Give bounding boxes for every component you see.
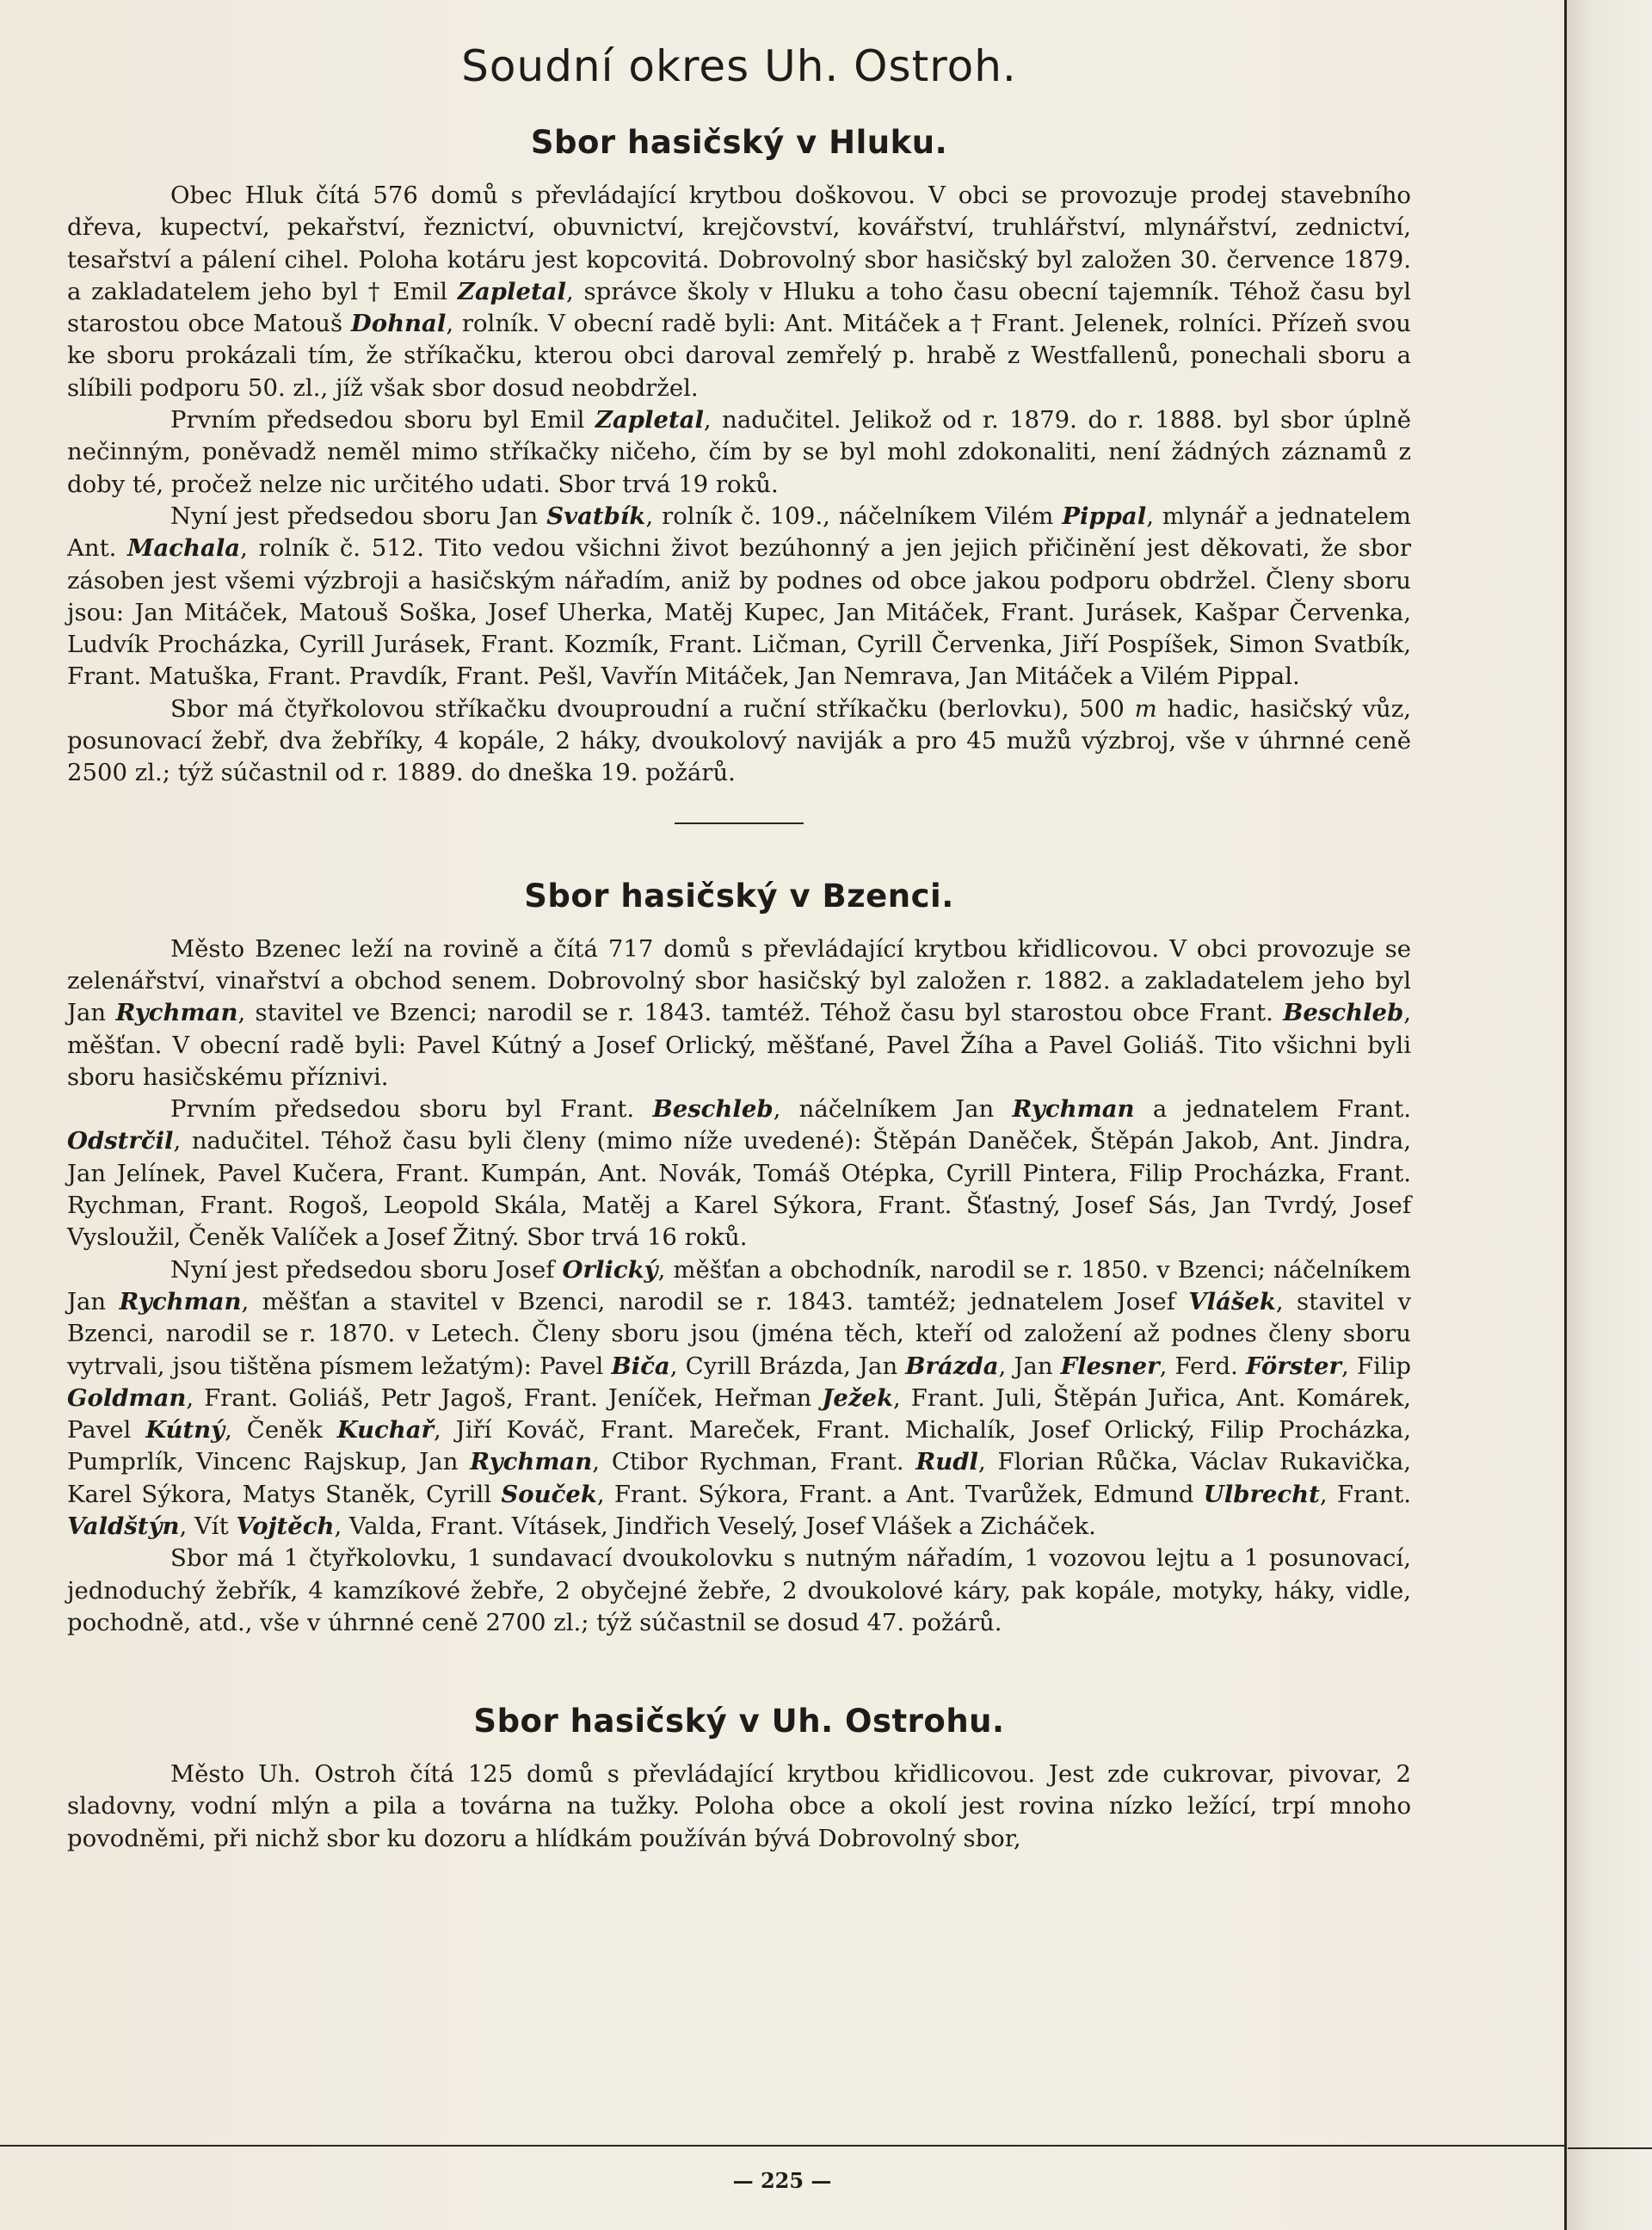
section-divider	[675, 822, 804, 824]
paragraph: Město Bzenec leží na rovině a čítá 717 domů s převládající krytbou křidlicovou. V obci provozuje se zelenářství, vinařství a obchod senem. Dobrovolný sbor hasičský byl založen r. 1882. a zakladatelem jeho byl Jan Rychman, stavitel ve Bzenci; narodil se r. 1843. tamtéž. Téhož času byl starostou obce Frant. Beschleb, měšťan. V obecní radě byli: Pavel Kútný a Josef Orlický, měšťané, Pavel Žíha a Pavel Goliáš. Tito všichni byli sboru hasičskému příznivi.	[67, 934, 1411, 1091]
page-number: — 225 —	[732, 2168, 832, 2193]
paragraph: Sbor má 1 čtyřkolovku, 1 sundavací dvoukolovku s nutným nářadím, 1 vozovou lejtu a 1 posunovací, jednoduchý žebřík, 4 kamzíkové žebře, 2 obyčejné žebře, 2 dvoukolové káry, pak kopále, motyky, háky, vidle, pochodně, atd., vše v úhrnné ceně 2700 zl.; týž súčastnil se dosud 47. požárů.	[67, 1544, 1411, 1636]
paragraph: Prvním předsedou sboru byl Emil Zapletal, nadučitel. Jelikož od r. 1879. do r. 1888. byl sbor úplně nečinným, poněvadž neměl mimo stříkačky ničeho, čím by se byl mohl zdokonaliti, není žádných záznamů z doby té, pročež nelze nic určitého udati. Sbor trvá 19 roků.	[67, 406, 1411, 498]
paragraph: Obec Hluk čítá 576 domů s převládající krytbou doškovou. V obci se provozuje prodej stavebního dřeva, kupectví, pekařství, řeznictví, obuvnictví, krejčovství, kovářství, truhlářství, mlynářství, zednictví, tesařství a pálení cihel. Poloha kotáru jest kopcovitá. Dobrovolný sbor hasičský byl založen 30. července 1879. a zakladatelem jeho byl † Emil Zapletal, správce školy v Hluku a toho času obecní tajemník. Téhož času byl starostou obce Matouš Dohnal, rolník. V obecní radě byli: Ant. Mitáček a † Frant. Jelenek, rolníci. Přízeň svou ke sboru prokázali tím, že stříkačku, kterou obci daroval zemřelý p. hrabě z Westfallenů, ponechali sboru a slíbili podporu 50. zl., jíž však sbor dosud neobdržel.	[67, 182, 1411, 402]
section-gap	[67, 1639, 1411, 1703]
paragraph: Sbor má čtyřkolovou stříkačku dvouproudní a ruční stříkačku (berlovku), 500 m hadic, hasičský vůz, posunovací žebř, dva žebříky, 4 kopále, 2 háky, dvoukolový naviják a pro 45 mužů výzbroj, vše v úhrnné ceně 2500 zl.; týž súčastnil od r. 1889. do dneška 19. požárů.	[67, 694, 1412, 787]
footer-rule	[0, 2145, 1564, 2147]
page-edge	[1567, 0, 1652, 2230]
page-title: Soudní okres Uh. Ostroh.	[461, 41, 1017, 91]
section-heading-hluk: Sbor hasičský v Hluku.	[530, 124, 948, 161]
footer-rule-edge	[1568, 2147, 1652, 2149]
binding-line	[1564, 0, 1567, 2230]
paragraph: Nyní jest předsedou sboru Josef Orlický, měšťan a obchodník, narodil se r. 1850. v Bzenci; náčelníkem Jan Rychman, měšťan a stavitel v Bzenci, narodil se r. 1843. tamtéž; jednatelem Josef Vlášek, stavitel v Bzenci, narodil se r. 1870. v Letech. Členy sboru jsou (jména těch, kteří od založení až podnes členy sboru vytrvali, jsou tištěna písmem ležatým): Pavel Biča, Cyrill Brázda, Jan Brázda, Jan Flesner, Ferd. Förster, Filip Goldman, Frant. Goliáš, Petr Jagoš, Frant. Jeníček, Heřman Ježek, Frant. Juli, Štěpán Juřica, Ant. Komárek, Pavel Kútný, Čeněk Kuchař, Jiří Kováč, Frant. Mareček, Frant. Michalík, Josef Orlický, Filip Procházka, Pumprlík, Vincenc Rajskup, Jan Rychman, Ctibor Rychman, Frant. Rudl, Florian Růčka, Václav Rukavička, Karel Sýkora, Matys Staněk, Cyrill Souček, Frant. Sýkora, Frant. a Ant. Tvarůžek, Edmund Ulbrecht, Frant. Valdštýn, Vít Vojtěch, Valda, Frant. Vításek, Jindřich Veselý, Josef Vlášek a Zicháček.	[67, 1255, 1412, 1540]
section-heading-bzenec: Sbor hasičský v Bzenci.	[524, 877, 954, 915]
page-content	[67, 41, 1411, 1855]
paragraph: Nyní jest předsedou sboru Jan Svatbík, rolník č. 109., náčelníkem Vilém Pippal, mlynář a jednatelem Ant. Machala, rolník č. 512. Tito vedou všichni život bezúhonný a jen jejich přičinění jest děkovati, že sbor zásoben jest všemi výzbroji a hasičským nářadím, aniž by podnes od obce jakou podporu obdržel. Členy sboru jsou: Jan Mitáček, Matouš Soška, Josef Uherka, Matěj Kupec, Jan Mitáček, Frant. Jurásek, Kašpar Červenka, Ludvík Procházka, Cyrill Jurásek, Frant. Kozmík, Frant. Ličman, Cyrill Červenka, Jiří Pospíšek, Simon Svatbík, Frant. Matuška, Frant. Pravdík, Frant. Pešl, Vavřín Mitáček, Jan Nemrava, Jan Mitáček a Vilém Pippal.	[67, 502, 1411, 691]
paragraph: Prvním předsedou sboru byl Frant. Beschleb, náčelníkem Jan Rychman a jednatelem Frant. Odstrčil, nadučitel. Téhož času byli členy (mimo níže uvedené): Štěpán Daněček, Štěpán Jakob, Ant. Jindra, Jan Jelínek, Pavel Kučera, Frant. Kumpán, Ant. Novák, Tomáš Otépka, Cyrill Pintera, Filip Procházka, Frant. Rychman, Frant. Rogoš, Leopold Skála, Matěj a Karel Sýkora, Frant. Šťastný, Josef Sás, Jan Tvrdý, Josef Vysloužil, Čeněk Valíček a Josef Žitný. Sbor trvá 16 roků.	[67, 1095, 1411, 1252]
paragraph: Město Uh. Ostroh čítá 125 domů s převládající krytbou křidlicovou. Jest zde cukrovar, pivovar, 2 sladovny, vodní mlýn a pila a továrna na tužky. Poloha obce a okolí jest rovina nízko ležící, trpí mnoho povodněmi, při nichž sbor ku dozoru a hlídkám používán bývá Dobrovolný sbor,	[67, 1760, 1411, 1852]
section-heading-uh-ostroh: Sbor hasičský v Uh. Ostrohu.	[473, 1703, 1005, 1740]
